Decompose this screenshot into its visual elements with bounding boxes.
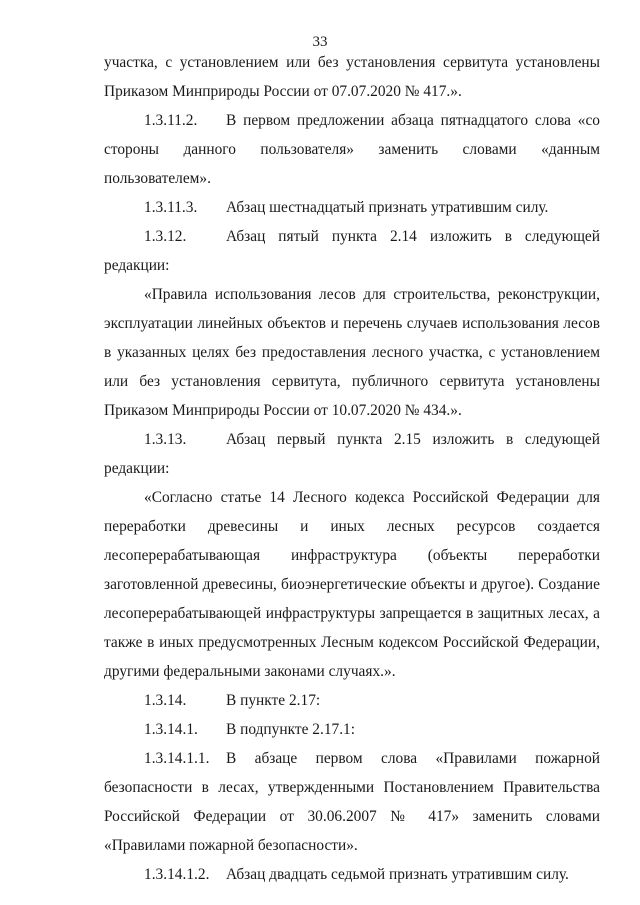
clause-number: 1.3.14.1. (144, 721, 198, 738)
document-body (104, 48, 600, 889)
clause-text: В пункте 2.17: (226, 692, 321, 709)
paragraph-1-3-14-1-1 (104, 744, 600, 860)
clause-text: В первом предложении абзаца пятнадцатого слова «со стороны данного пользователя» заменить словами «данным пользователем». (104, 112, 600, 187)
paragraph-1-3-12 (104, 222, 600, 280)
paragraph-1-3-13 (104, 425, 600, 483)
clause-number: 1.3.14. (144, 692, 187, 709)
clause-text: Абзац пятый пункта 2.14 изложить в следующей редакции: (104, 228, 600, 274)
clause-number: 1.3.14.1.2. (144, 866, 210, 883)
clause-text: Абзац шестнадцатый признать утратившим силу. (226, 199, 549, 216)
paragraph-1-3-14 (104, 686, 600, 715)
clause-number: 1.3.14.1.1. (144, 750, 210, 767)
clause-number: 1.3.11.2. (144, 112, 198, 129)
clause-number: 1.3.13. (144, 431, 187, 448)
paragraph-1-3-11-2 (104, 106, 600, 193)
clause-number: 1.3.12. (144, 228, 187, 245)
clause-text: В подпункте 2.17.1: (226, 721, 356, 738)
clause-number: 1.3.11.3. (144, 199, 198, 216)
paragraph-1-3-11-3 (104, 193, 600, 222)
paragraph-1-3-14-1-2 (104, 860, 600, 889)
quoted-paragraph-forest-code: «Согласно статье 14 Лесного кодекса Российской Федерации для переработки древесины и иных лесных ресурсов создается лесоперерабатывающая инфраструктура (объекты переработки заготовленной древесины, биоэнергетические объекты и другое). Создание лесоперерабатывающей инфраструктуры запрещается в защитных лесах, а также в иных предусмотренных Лесным кодексом Российской Федерации, другими федеральными законами случаях.». (104, 489, 600, 680)
paragraph-1-3-14-1 (104, 715, 600, 744)
paragraph-continuation: участка, с установлением или без установления сервитута установлены Приказом Минприроды России от 07.07.2020 № 417.». (104, 54, 600, 100)
clause-text: Абзац первый пункта 2.15 изложить в следующей редакции: (104, 431, 600, 477)
clause-text: Абзац двадцать седьмой признать утратившим силу. (226, 866, 569, 883)
clause-text: В абзаце первом слова «Правилами пожарной безопасности в лесах, утвержденными Постановлением Правительства Российской Федерации от 30.06.2007 № 417» заменить словами «Правилами пожарной безопасности». (104, 750, 600, 854)
quoted-paragraph-forest-rules: «Правила использования лесов для строительства, реконструкции, эксплуатации линейных объектов и перечень случаев использования лесов в указанных целях без предоставления лесного участка, с установлением или без установления сервитута, публичного сервитута установлены Приказом Минприроды России от 10.07.2020 № 434.». (104, 286, 600, 419)
page-number: 33 (312, 34, 328, 50)
